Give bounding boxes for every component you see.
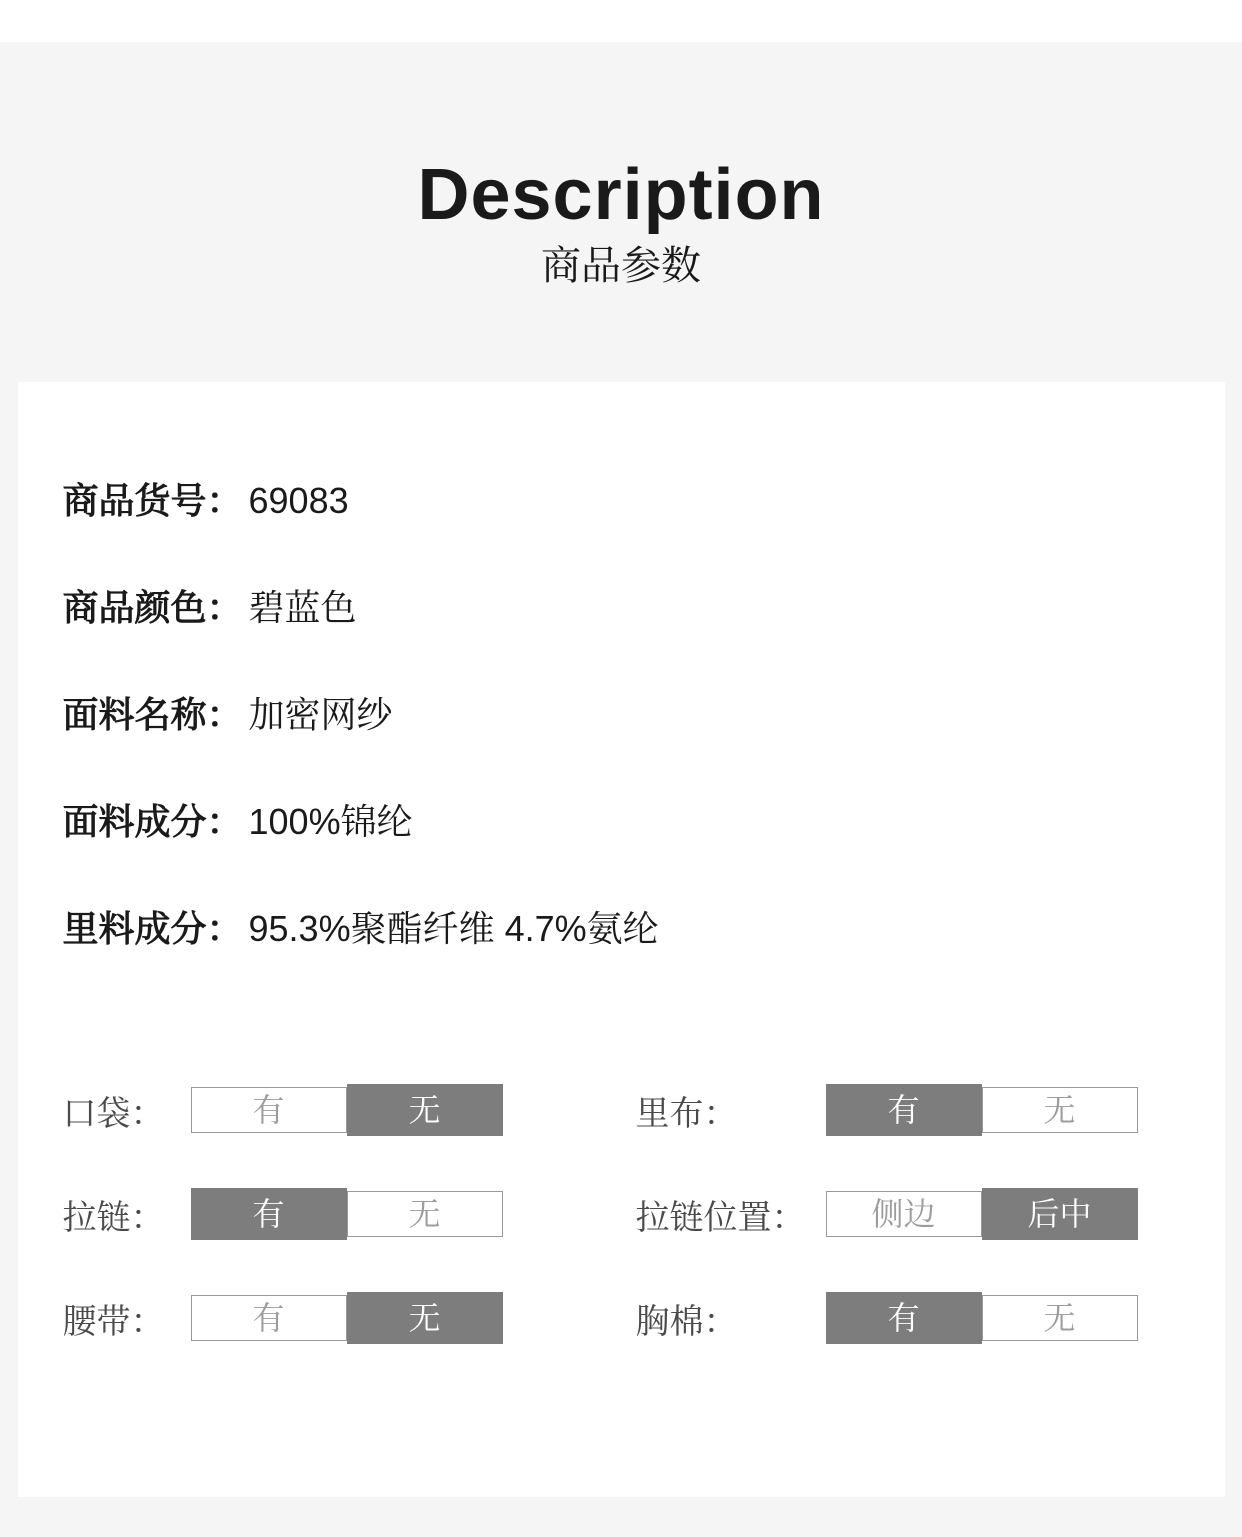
spec-list xyxy=(63,482,1225,948)
spec-label: 商品货号： xyxy=(62,480,243,521)
toggle-option-zipper-position-1[interactable]: 后中 xyxy=(982,1188,1138,1240)
spec-card xyxy=(18,382,1225,1497)
spec-label: 面料名称： xyxy=(62,694,243,735)
toggle-group-chest-pad xyxy=(636,1292,1225,1344)
spec-value: 加密网纱 xyxy=(248,694,393,735)
toggle-option-pocket-0[interactable]: 有 xyxy=(191,1087,347,1133)
spec-value: 95.3%聚酯纤维 4.7%氨纶 xyxy=(248,908,659,949)
spec-row-item-color xyxy=(63,589,1225,627)
description-section xyxy=(0,42,1242,1537)
toggle-label: 拉链： xyxy=(62,1198,165,1237)
toggle-grid xyxy=(63,1084,1225,1344)
spec-row-lining-composition xyxy=(63,910,1225,948)
toggle-label: 胸棉： xyxy=(635,1302,738,1341)
toggle-group-lining-fabric xyxy=(636,1084,1225,1136)
spec-row-fabric-composition xyxy=(63,803,1225,841)
toggle-control xyxy=(826,1292,1138,1344)
toggle-option-zipper-position-0[interactable]: 侧边 xyxy=(826,1191,982,1237)
spec-label: 面料成分： xyxy=(62,801,243,842)
spec-value: 100%锦纶 xyxy=(248,801,413,842)
toggle-group-zipper-position xyxy=(636,1188,1225,1240)
spec-row-item-number xyxy=(63,482,1225,520)
page-title: Description xyxy=(417,155,825,235)
toggle-control xyxy=(191,1084,503,1136)
spec-value: 碧蓝色 xyxy=(248,587,357,628)
toggle-label: 拉链位置： xyxy=(635,1198,806,1237)
toggle-option-pocket-1[interactable]: 无 xyxy=(347,1084,503,1136)
toggle-option-lining-fabric-1[interactable]: 无 xyxy=(982,1087,1138,1133)
toggle-group-zipper xyxy=(63,1188,636,1240)
toggle-option-chest-pad-1[interactable]: 无 xyxy=(982,1295,1138,1341)
toggle-control xyxy=(826,1084,1138,1136)
toggle-label: 腰带： xyxy=(62,1302,165,1341)
toggle-option-zipper-1[interactable]: 无 xyxy=(347,1191,503,1237)
toggle-option-chest-pad-0[interactable]: 有 xyxy=(826,1292,982,1344)
spec-label: 商品颜色： xyxy=(62,587,243,628)
toggle-option-lining-fabric-0[interactable]: 有 xyxy=(826,1084,982,1136)
section-header xyxy=(0,42,1242,289)
toggle-option-zipper-0[interactable]: 有 xyxy=(191,1188,347,1240)
toggle-group-waist-belt xyxy=(63,1292,636,1344)
spec-value: 69083 xyxy=(248,480,349,521)
toggle-control xyxy=(191,1188,503,1240)
toggle-label: 口袋： xyxy=(62,1094,165,1133)
toggle-option-waist-belt-1[interactable]: 无 xyxy=(347,1292,503,1344)
toggle-option-waist-belt-0[interactable]: 有 xyxy=(191,1295,347,1341)
toggle-control xyxy=(826,1188,1138,1240)
spec-row-fabric-name xyxy=(63,696,1225,734)
spec-label: 里料成分： xyxy=(62,908,243,949)
top-white-strip xyxy=(0,0,1242,42)
toggle-control xyxy=(191,1292,503,1344)
toggle-group-pocket xyxy=(63,1084,636,1136)
page-subtitle: 商品参数 xyxy=(541,244,701,288)
toggle-label: 里布： xyxy=(635,1094,738,1133)
